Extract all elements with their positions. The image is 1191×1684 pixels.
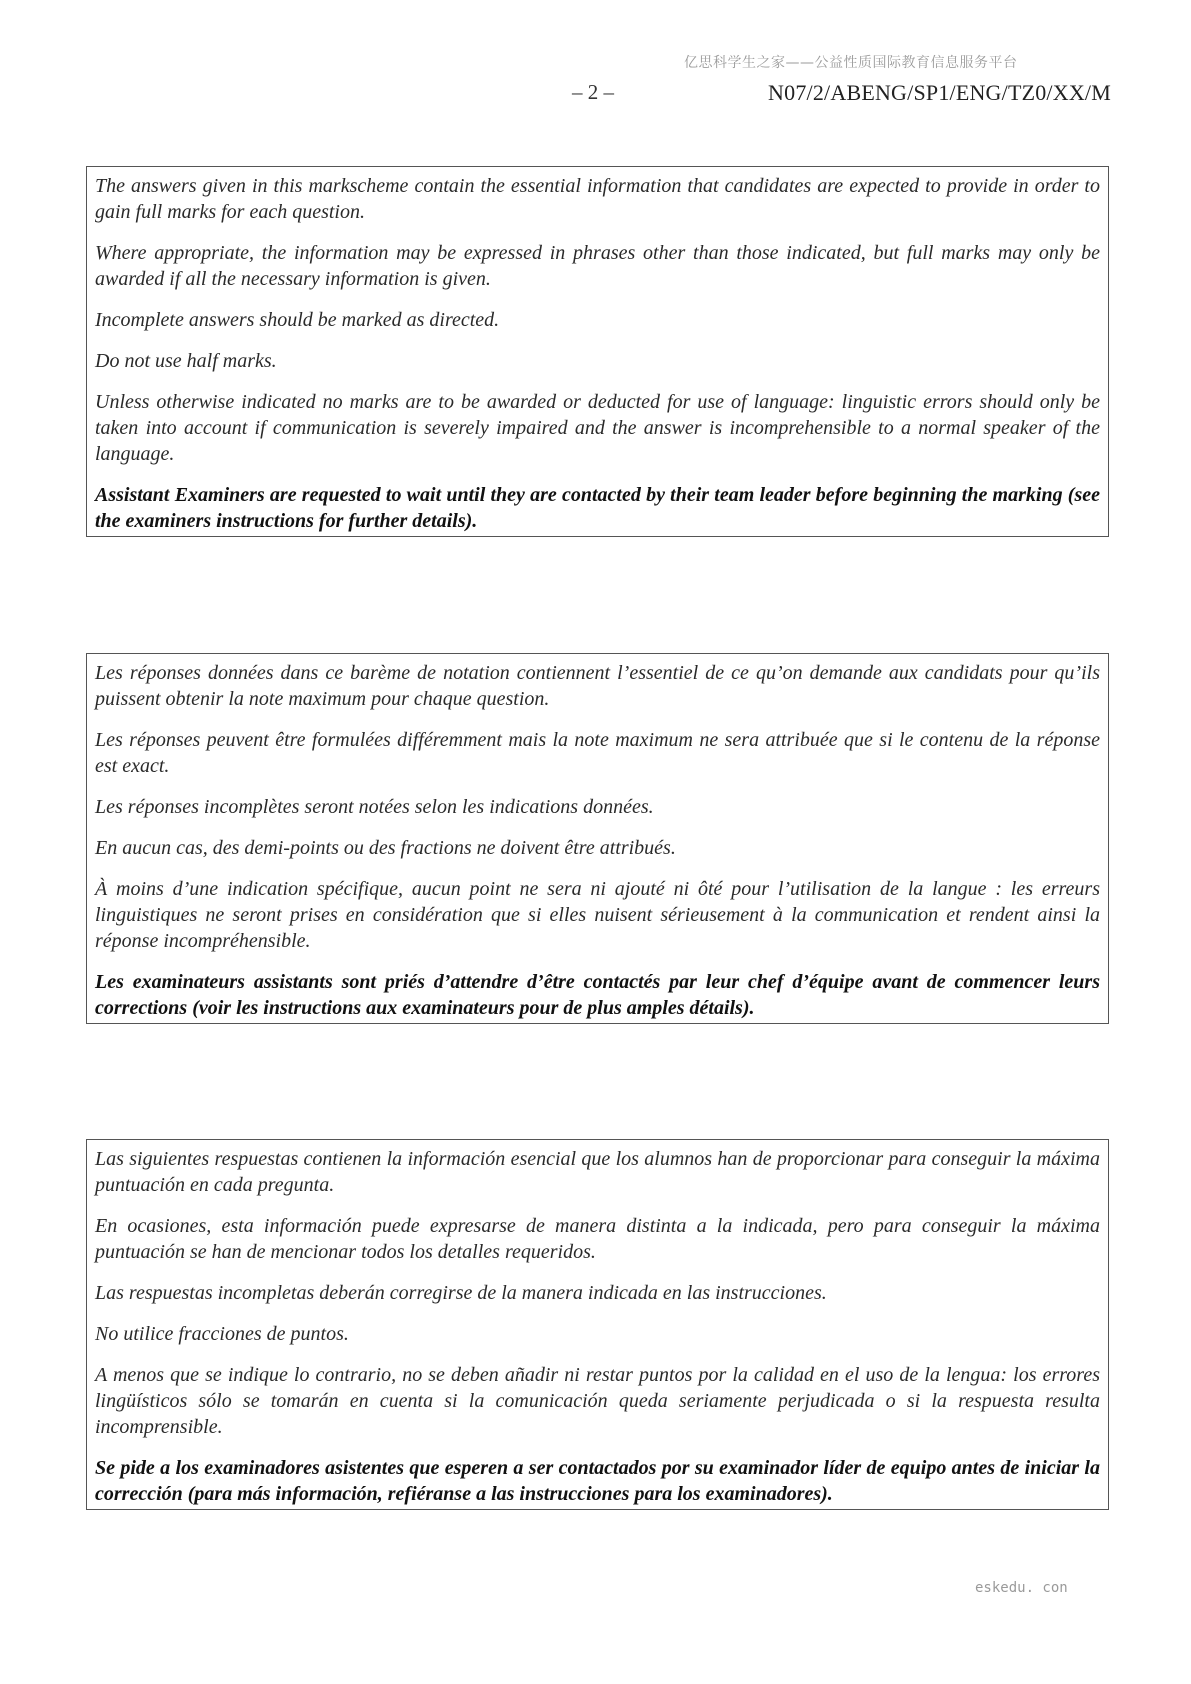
french-instructions-box bbox=[86, 653, 1109, 1024]
english-instructions-box bbox=[86, 166, 1109, 537]
english-bold-notice: Assistant Examiners are requested to wait until they are contacted by their team leader before beginning the marking (see the examiners instructions for further details). bbox=[95, 484, 1100, 532]
spanish-paragraph-5: A menos que se indique lo contrario, no se deben añadir ni restar puntos por la calidad en el uso de la lengua: los errores lingüísticos sólo se tomarán en cuenta si la comunicación queda seriamente perjudicada o si la respuesta resulta incomprensible. bbox=[95, 1364, 1100, 1438]
french-paragraph-4: En aucun cas, des demi-points ou des fractions ne doivent être attribués. bbox=[95, 837, 676, 859]
french-paragraph-3: Les réponses incomplètes seront notées selon les indications données. bbox=[95, 796, 654, 818]
french-paragraph-5: À moins d’une indication spécifique, aucun point ne sera ni ajouté ni ôté pour l’utilisation de la langue : les erreurs linguistiques ne seront prises en considération que si elles nuisent sérieusement à la communication et rendent ainsi la réponse incompréhensible. bbox=[95, 878, 1100, 952]
spanish-paragraph-4: No utilice fracciones de puntos. bbox=[95, 1323, 349, 1345]
english-paragraph-5: Unless otherwise indicated no marks are to be awarded or deducted for use of language: linguistic errors should only be taken into account if communication is severely impaired and the answer is incomprehensible to a normal speaker of the language. bbox=[95, 391, 1100, 465]
footer-watermark: eskedu. con bbox=[975, 1580, 1068, 1596]
english-paragraph-4: Do not use half marks. bbox=[95, 350, 277, 372]
english-paragraph-3: Incomplete answers should be marked as directed. bbox=[95, 309, 500, 331]
french-paragraph-1: Les réponses données dans ce barème de notation contiennent l’essentiel de ce qu’on demande aux candidats pour qu’ils puissent obtenir la note maximum pour chaque question. bbox=[95, 662, 1100, 710]
spanish-paragraph-2: En ocasiones, esta información puede expresarse de manera distinta a la indicada, pero para conseguir la máxima puntuación se han de mencionar todos los detalles requeridos. bbox=[95, 1215, 1100, 1263]
french-bold-notice: Les examinateurs assistants sont priés d’attendre d’être contactés par leur chef d’équipe avant de commencer leurs corrections (voir les instructions aux examinateurs pour de plus amples détails). bbox=[95, 971, 1100, 1019]
english-paragraph-2: Where appropriate, the information may be expressed in phrases other than those indicated, but full marks may only be awarded if all the necessary information is given. bbox=[95, 242, 1100, 290]
spanish-paragraph-1: Las siguientes respuestas contienen la información esencial que los alumnos han de proporcionar para conseguir la máxima puntuación en cada pregunta. bbox=[95, 1148, 1100, 1196]
spanish-bold-notice: Se pide a los examinadores asistentes que esperen a ser contactados por su examinador líder de equipo antes de iniciar la corrección (para más información, refiéranse a las instrucciones para los examinadores). bbox=[95, 1457, 1100, 1505]
spanish-instructions-box bbox=[86, 1139, 1109, 1510]
english-paragraph-1: The answers given in this markscheme contain the essential information that candidates are expected to provide in order to gain full marks for each question. bbox=[95, 175, 1100, 223]
header-watermark: 亿思科学生之家——公益性质国际教育信息服务平台 bbox=[684, 55, 1018, 71]
page-number: – 2 – bbox=[572, 80, 614, 104]
spanish-paragraph-3: Las respuestas incompletas deberán corregirse de la manera indicada en las instrucciones. bbox=[95, 1282, 827, 1304]
document-code: N07/2/ABENG/SP1/ENG/TZ0/XX/M bbox=[768, 80, 1111, 105]
french-paragraph-2: Les réponses peuvent être formulées différemment mais la note maximum ne sera attribuée que si le contenu de la réponse est exact. bbox=[95, 729, 1100, 777]
